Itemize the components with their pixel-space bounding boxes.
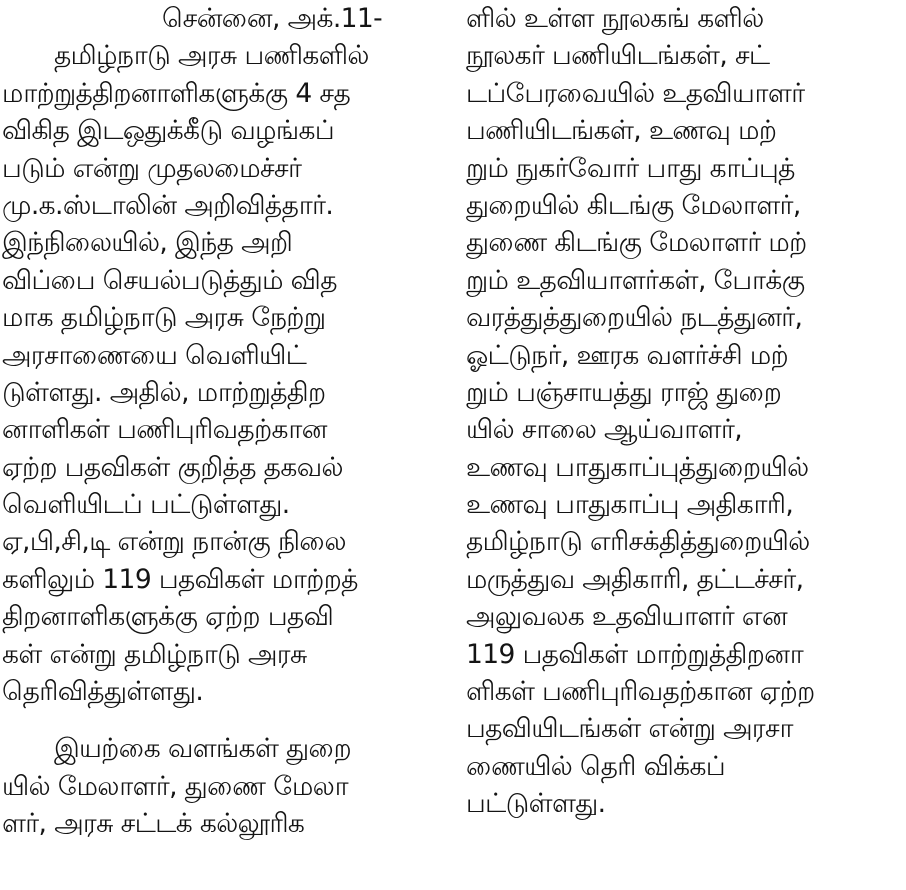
text-line: ணையில் தெரி விக்கப் <box>466 750 725 782</box>
text-line: களிலும் 119 பதவிகள் மாற்றத் <box>2 563 358 595</box>
text-line: மருத்துவ அதிகாரி, தட்டச்சர், <box>466 563 804 595</box>
text-line: பட்டுள்ளது. <box>466 788 606 820</box>
paragraph-2 <box>2 730 448 842</box>
text-line: விப்பை செயல்படுத்தும் வித <box>2 264 337 296</box>
text-line: உணவு பாதுகாப்புத்துறையில் <box>466 451 809 483</box>
text-line: மாக தமிழ்நாடு அரசு நேற்று <box>2 302 326 334</box>
text-line: 119 பதவிகள் மாற்றுத்திறனா <box>466 638 804 670</box>
paragraph-1 <box>2 37 448 710</box>
text-line: அரசாணையை வெளியிட் <box>2 339 307 371</box>
text-line: இயற்கை வளங்கள் துறை <box>54 733 352 765</box>
text-line: ளர், அரசு சட்டக் கல்லூரிக <box>2 808 305 840</box>
text-line: திறனாளிகளுக்கு ஏற்ற பதவி <box>2 601 334 633</box>
text-line: றும் பஞ்சாயத்து ராஜ் துறை <box>466 376 782 408</box>
text-line: ஏற்ற பதவிகள் குறித்த தகவல் <box>2 451 343 483</box>
text-line: றும் உதவியாளர்கள், போக்கு <box>466 264 805 296</box>
text-line: ஓட்டுநர், ஊரக வளர்ச்சி மற் <box>466 339 789 371</box>
text-line: வரத்துத்துறையில் நடத்துனர், <box>466 302 803 334</box>
text-line: ளில் உள்ள நூலகங் களில் <box>466 3 764 34</box>
text-line: படும் என்று முதலமைச்சர் <box>2 152 302 184</box>
text-line: ளிகள் பணிபுரிவதற்கான ஏற்ற <box>466 676 815 708</box>
text-line: உணவு பாதுகாப்பு அதிகாரி, <box>466 489 794 521</box>
text-line: யில் மேலாளர், துணை மேலா <box>2 770 348 802</box>
text-line: விகித இடஒதுக்கீடு வழங்கப் <box>2 115 334 147</box>
text-line: யில் சாலை ஆய்வாளர், <box>466 414 743 446</box>
dateline: சென்னை, அக்.11- <box>162 3 383 34</box>
paragraph-gap <box>2 710 448 730</box>
text-line: நூலகர் பணியிடங்கள், சட் <box>466 40 770 72</box>
text-line: வெளியிடப் பட்டுள்ளது. <box>2 489 290 521</box>
text-line: டுள்ளது. அதில், மாற்றுத்திற <box>2 376 326 408</box>
text-line: பதவியிடங்கள் என்று அரசா <box>466 713 793 745</box>
text-line: துணை கிடங்கு மேலாளர் மற் <box>466 227 807 259</box>
text-line: இந்நிலையில், இந்த அறி <box>2 227 293 259</box>
text-line: ஏ,பி,சி,டி என்று நான்கு நிலை <box>2 526 346 558</box>
text-line: கள் என்று தமிழ்நாடு அரசு <box>2 638 307 670</box>
text-line: தமிழ்நாடு அரசு பணிகளில் <box>54 40 369 72</box>
text-line: மாற்றுத்திறனாளிகளுக்கு 4 சத <box>2 77 351 109</box>
text-line: னாளிகள் பணிபுரிவதற்கான <box>2 414 327 446</box>
text-line: றும் நுகர்வோர் பாது காப்புத் <box>466 152 795 184</box>
left-column <box>2 0 448 843</box>
text-line: டப்பேரவையில் உதவியாளர் <box>466 77 805 109</box>
text-line: தெரிவித்துள்ளது. <box>2 676 204 708</box>
text-line: மு.க.ஸ்டாலின் அறிவித்தார். <box>2 189 334 221</box>
text-line: துறையில் கிடங்கு மேலாளர், <box>466 189 801 221</box>
text-line: தமிழ்நாடு எரிசக்தித்துறையில் <box>466 526 810 558</box>
text-line: பணியிடங்கள், உணவு மற் <box>466 115 777 147</box>
right-column <box>466 0 902 823</box>
text-line: அலுவலக உதவியாளர் என <box>466 601 788 633</box>
